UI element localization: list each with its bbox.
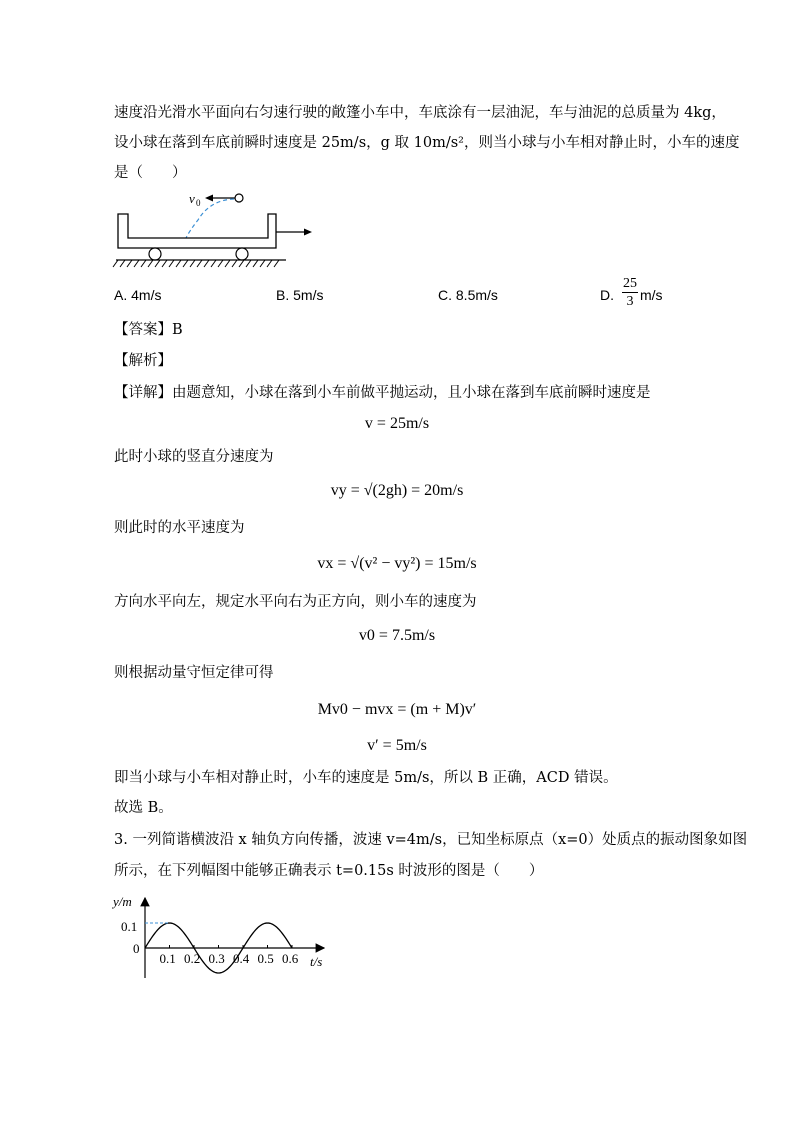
q2-stem-line2: 设小球在落到车底前瞬时速度是 25m/s，g 取 10m/s²，则当小球与小车相对静止时，小车的速度 [114, 135, 740, 151]
text-momentum: 则根据动量守恒定律可得 [114, 665, 274, 681]
y-tick-label: 0.1 [121, 919, 138, 934]
ground-hatch [218, 260, 223, 267]
ground-hatch [169, 260, 174, 267]
q3-stem-line1: 3. 一列简谐横波沿 x 轴负方向传播，波速 v=4m/s，已知坐标原点（x=0）处质点的振动图象如图 [114, 832, 748, 848]
ground-hatch [274, 260, 279, 267]
option-c[interactable]: C. 8.5m/s [438, 287, 498, 303]
ball-velocity-arrow [189, 191, 243, 208]
ground-hatch [127, 260, 132, 267]
equation-momentum: Mv0 − mvx = (m + M)v′ [317, 701, 477, 718]
option-d-prefix: D. [600, 287, 614, 303]
ground-hatch [148, 260, 153, 267]
text-horizontal-velocity: 则此时的水平速度为 [114, 520, 245, 536]
q3-stem-line2: 所示，在下列幅图中能够正确表示 t=0.15s 时波形的图是（ ） [114, 863, 544, 879]
ground-hatch [260, 260, 265, 267]
ground-hatch [113, 260, 118, 267]
detail-line: 【详解】由题意知，小球在落到小车前做平抛运动，且小球在落到车底前瞬时速度是 [114, 385, 651, 401]
x-tick-label: 0.2 [184, 951, 201, 966]
option-d-unit: m/s [640, 287, 663, 303]
q2-stem-line3: 是（ ） [114, 165, 187, 181]
svg-text:0: 0 [196, 198, 201, 208]
equation-v0: v0 = 7.5m/s [358, 627, 436, 644]
ground-hatch [239, 260, 244, 267]
ground-hatch [141, 260, 146, 267]
option-d-fraction [622, 275, 638, 310]
x-tick-label: 0.3 [208, 951, 225, 966]
option-d-denominator: 3 [626, 294, 634, 309]
ground-hatch [155, 260, 160, 267]
text-direction: 方向水平向左，规定水平向右为正方向，则小车的速度为 [114, 594, 477, 610]
ground-hatch [232, 260, 237, 267]
ground-hatch [211, 260, 216, 267]
option-a[interactable]: A. 4m/s [114, 287, 162, 303]
q2-stem-line1: 速度沿光滑水平面向右匀速行驶的敞篷小车中，车底涂有一层油泥，车与油泥的总质量为 4kg， [114, 105, 726, 121]
ground-hatch [120, 260, 125, 267]
cart-figure [110, 186, 320, 270]
wheel-left [149, 248, 161, 260]
y-axis-label: y/m [113, 894, 132, 909]
ground-hatch [246, 260, 251, 267]
answer-line: 【答案】B [114, 322, 183, 338]
ground-hatch [225, 260, 230, 267]
x-tick-label: 0.4 [233, 951, 250, 966]
option-b[interactable]: B. 5m/s [276, 287, 324, 303]
vibration-graph [112, 890, 342, 982]
ground-hatch [162, 260, 167, 267]
x-tick-label: 0.1 [159, 951, 176, 966]
text-conclusion: 即当小球与小车相对静止时，小车的速度是 5m/s，所以 B 正确，ACD 错误。 [114, 770, 618, 786]
x-axis-label: t/s [310, 954, 323, 969]
x-tick-label: 0.5 [257, 951, 274, 966]
equation-v-prime: v′ = 5m/s [367, 737, 427, 754]
arrow-right-icon [304, 229, 312, 236]
ground-hatch [197, 260, 202, 267]
ground-hatch [134, 260, 139, 267]
equation-vx: vx = √(v² − vy²) = 15m/s [317, 555, 477, 572]
x-tick-label: 0.6 [282, 951, 299, 966]
equation-v: v = 25m/s [364, 415, 430, 432]
text-choice: 故选 B。 [114, 800, 173, 816]
origin-label: 0 [133, 941, 140, 956]
wheel-right [236, 248, 248, 260]
ground-hatch [190, 260, 195, 267]
equation-vy: vy = √(2gh) = 20m/s [330, 482, 464, 499]
text-vertical-velocity: 此时小球的竖直分速度为 [114, 449, 274, 465]
v0-label: v [189, 191, 195, 206]
ground-hatch [176, 260, 181, 267]
ground-hatch [253, 260, 258, 267]
ground-hatch [267, 260, 272, 267]
ground-hatch [183, 260, 188, 267]
option-d-numerator: 25 [623, 276, 637, 291]
cart-body [118, 214, 276, 248]
analysis-heading: 【解析】 [114, 353, 172, 369]
ground-hatch [204, 260, 209, 267]
